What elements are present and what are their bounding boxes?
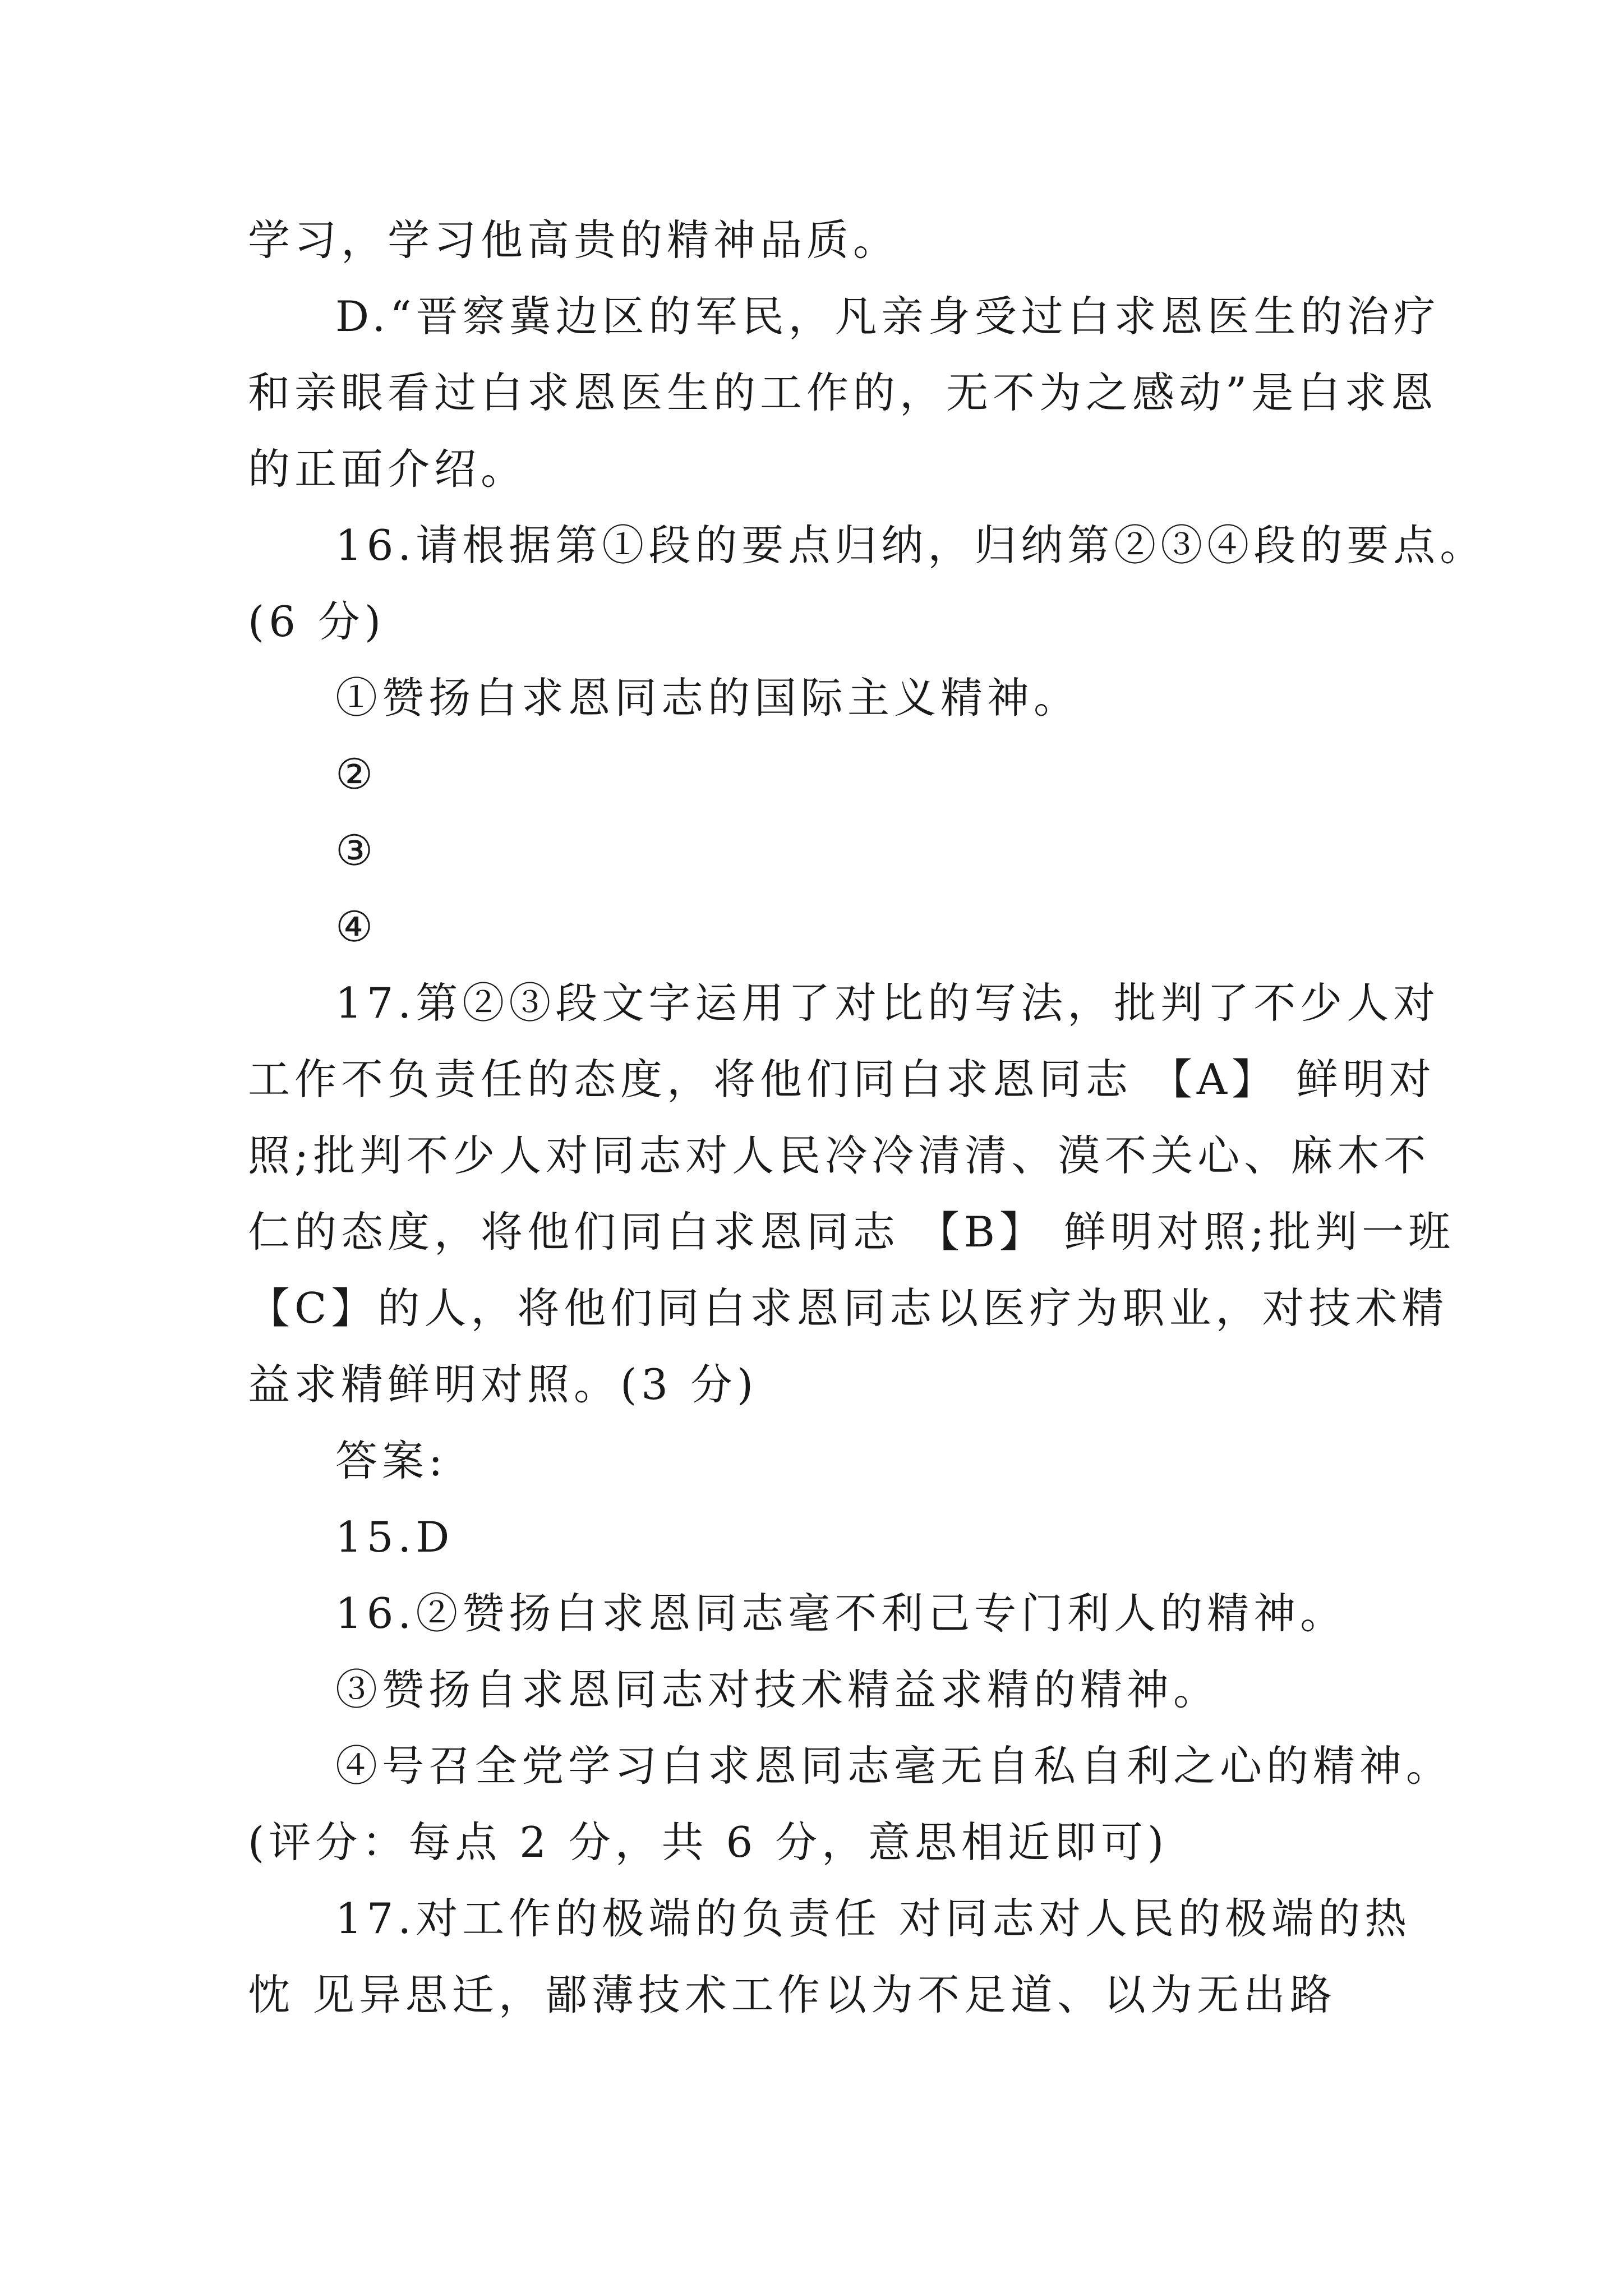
point-2-blank: ② [335, 749, 378, 799]
question-17: 17.第②③段文字运用了对比的写法，批判了不少人对 [335, 978, 1440, 1028]
text-line: 照;批判不少人对同志对人民冷冷清清、漠不关心、麻木不 [248, 1131, 1431, 1180]
text-line: 的正面介绍。 [248, 444, 528, 494]
answer-16-point-4: ④号召全党学习白求恩同志毫无自私自利之心的精神。 [335, 1741, 1453, 1791]
text-line: 仁的态度，将他们同白求恩同志 【B】 鲜明对照;批判一班 [248, 1207, 1455, 1257]
answer-16-point-3: ③赞扬自求恩同志对技术精益求精的精神。 [335, 1665, 1220, 1714]
text-line: 益求精鲜明对照。(3 分) [248, 1360, 758, 1409]
answer-17: 17.对工作的极端的负责任 对同志对人民的极端的热 [335, 1894, 1412, 1943]
text-line: 【C】的人，将他们同白求恩同志以医疗为职业，对技术精 [248, 1283, 1449, 1333]
text-line: 学习，学习他高贵的精神品质。 [248, 215, 900, 265]
text-line: 工作不负责任的态度，将他们同白求恩同志 【A】 鲜明对 [248, 1055, 1436, 1104]
point-1: ①赞扬白求恩同志的国际主义精神。 [335, 673, 1081, 723]
text-line: 忱 见异思迁，鄙薄技术工作以为不足道、以为无出路 [248, 1970, 1336, 2019]
point-4-blank: ④ [335, 902, 378, 951]
scoring-note: (评分：每点 2 分，共 6 分，意思相近即可) [248, 1818, 1169, 1867]
text-line: D.“晋察冀边区的军民，凡亲身受过白求恩医生的治疗 [335, 292, 1440, 341]
text-line: (6 分) [248, 597, 386, 646]
answer-15: 15.D [335, 1512, 454, 1562]
answer-heading: 答案: [335, 1436, 448, 1485]
text-line: 和亲眼看过白求恩医生的工作的，无不为之感动”是白求恩 [248, 368, 1438, 417]
point-3-blank: ③ [335, 826, 378, 875]
answer-16: 16.②赞扬白求恩同志毫不利己专门利人的精神。 [335, 1589, 1347, 1638]
question-16: 16.请根据第①段的要点归纳，归纳第②③④段的要点。 [335, 521, 1487, 570]
document-body [248, 202, 1487, 2033]
